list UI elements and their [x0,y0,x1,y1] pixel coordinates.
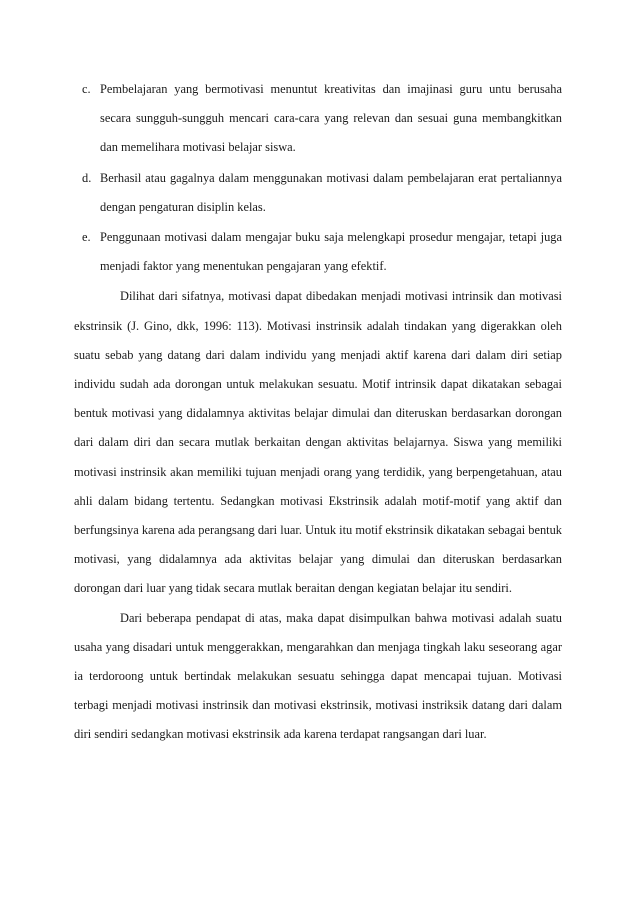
body-paragraph: Dilihat dari sifatnya, motivasi dapat dibedakan menjadi motivasi intrinsik dan motivasi ekstrinsik (J. Gino, dkk, 1996: 113). Motivasi instrinsik adalah tindakan yang digerakkan oleh suatu sebab yang datang dari dalam individu yang menjadi aktif karena dari dalam diri setiap individu sudah ada dorongan untuk melakukan sesuatu. Motif intrinsik dapat dikatakan sebagai bentuk motivasi yang didalamnya aktivitas belajar dimulai dan diteruskan berdasarkan dorongan dari dalam diri dan secara mutlak berkaitan dengan aktivitas belajarnya. Siswa yang memiliki motivasi instrinsik akan memiliki tujuan menjadi orang yang terdidik, yang berpengetahuan, atau ahli dalam bidang tertentu. Sedangkan motivasi Ekstrinsik adalah motif-motif yang aktif dan berfungsinya karena ada perangsang dari luar. Untuk itu motif ekstrinsik dikatakan sebagai bentuk motivasi, yang didalamnya ada aktivitas belajar yang dimulai dan diteruskan berdasarkan dorongan dari luar yang tidak secara mutlak beraitan dengan kegiatan belajar itu sendiri. [74,289,562,596]
list-item-text: Penggunaan motivasi dalam mengajar buku saja melengkapi prosedur mengajar, tetapi juga menjadi faktor yang menentukan pengajaran yang efektif. [100,230,562,274]
lettered-list [74,75,562,281]
list-item [74,223,562,281]
list-item-text: Berhasil atau gagalnya dalam menggunakan motivasi dalam pembelajaran erat pertaliannya dengan pengaturan disiplin kelas. [100,170,562,214]
list-marker: e. [82,230,91,245]
list-item [74,164,562,222]
list-item-text: Pembelajaran yang bermotivasi menuntut kreativitas dan imajinasi guru untu berusaha secara sungguh-sungguh mencari cara-cara yang relevan dan sesuai guna membangkitkan dan memelihara motivasi belajar siswa. [100,82,562,155]
list-marker: c. [82,82,91,96]
list-marker: d. [82,170,92,185]
list-item [74,75,562,163]
body-paragraph: Dari beberapa pendapat di atas, maka dapat disimpulkan bahwa motivasi adalah suatu usaha yang disadari untuk menggerakkan, mengarahkan dan menjaga tingkah laku seseorang agar ia terdoroong untuk bertindak melakukan sesuatu sehingga dapat mencapai tujuan. Motivasi terbagi menjadi motivasi instrinsik dan motivasi ekstrinsik, motivasi instriksik datang dari dalam diri sendiri sedangkan motivasi ekstrinsik ada karena terdapat rangsangan dari luar. [74,610,562,742]
